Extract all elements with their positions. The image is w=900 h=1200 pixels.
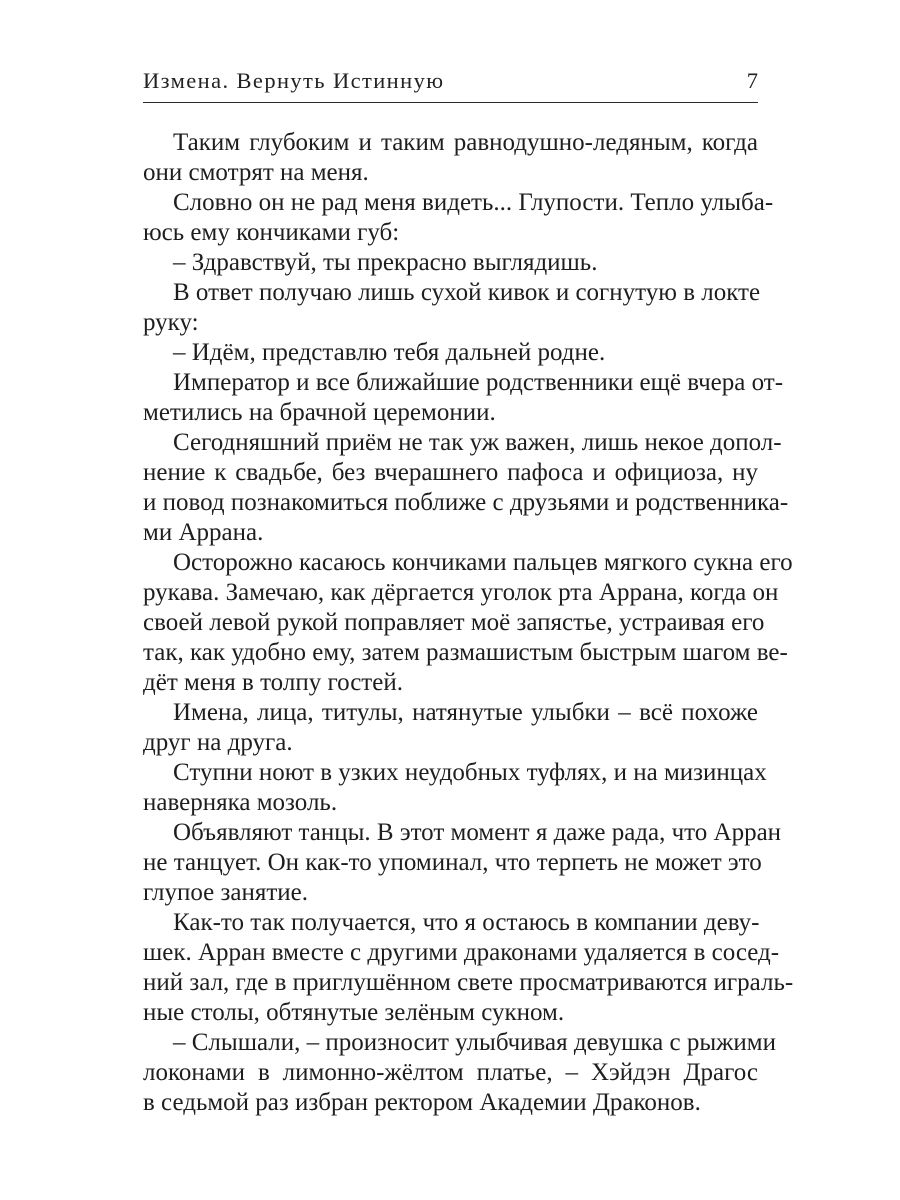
body-text xyxy=(143,128,794,1118)
text-line: Имена, лица, титулы, натянутые улыбки – всё похоже xyxy=(173,699,758,726)
paragraph xyxy=(143,368,784,428)
text-line: нение к свадьбе, без вчерашнего пафоса и официоза, ну xyxy=(143,459,758,486)
text-line: Таким глубоким и таким равнодушно-ледяным, когда xyxy=(173,129,758,156)
text-line: Объявляют танцы. В этот момент я даже рада, что Арран xyxy=(173,819,782,846)
text-line: Словно он не рад меня видеть... Глупости. Тепло улыба- xyxy=(173,189,774,216)
text-line: В ответ получаю лишь сухой кивок и согнутую в локте xyxy=(173,279,761,306)
text-line: локонами в лимонно-жёлтом платье, – Хэйдэн Драгос xyxy=(143,1059,758,1086)
paragraph xyxy=(143,548,793,698)
text-line: так, как удобно ему, затем размашистым быстрым шагом ве- xyxy=(143,639,788,666)
text-line: и повод познакомиться поближе с друзьями и родственника- xyxy=(143,489,789,516)
paragraph xyxy=(143,188,774,248)
text-line: друг на друга. xyxy=(143,729,293,756)
text-line: ми Аррана. xyxy=(143,519,264,546)
text-line: юсь ему кончиками губ: xyxy=(143,219,400,246)
paragraph xyxy=(143,428,789,548)
text-line: Ступни ноют в узких неудобных туфлях, и на мизинцах xyxy=(173,759,767,786)
text-line: дёт меня в толпу гостей. xyxy=(143,669,403,696)
text-line: ний зал, где в приглушённом свете просматриваются играль- xyxy=(143,969,794,996)
text-line: метились на брачной церемонии. xyxy=(143,399,496,426)
paragraph xyxy=(143,698,758,758)
text-line: в седьмой раз избран ректором Академии Драконов. xyxy=(143,1089,701,1116)
text-line: – Здравствуй, ты прекрасно выглядишь. xyxy=(173,249,598,276)
text-line: не танцует. Он как-то упоминал, что терпеть не может это xyxy=(143,849,762,876)
text-line: рукава. Замечаю, как дёргается уголок рта Аррана, когда он xyxy=(143,579,779,606)
paragraph xyxy=(143,818,782,908)
paragraph xyxy=(143,128,758,188)
paragraph xyxy=(143,278,761,338)
text-line: шек. Арран вместе с другими драконами удаляется в сосед- xyxy=(143,939,780,966)
text-line: своей левой рукой поправляет моё запястье, устраивая его xyxy=(143,609,765,636)
paragraph xyxy=(143,758,767,818)
book-title: Измена. Вернуть Истинную xyxy=(143,68,445,93)
page-number: 7 xyxy=(746,68,758,93)
paragraph xyxy=(143,248,758,278)
text-line: ные столы, обтянутые зелёным сукном. xyxy=(143,999,565,1026)
text-line: Сегодняшний приём не так уж важен, лишь некое допол- xyxy=(173,429,782,456)
text-line: руку: xyxy=(143,309,199,336)
text-line: Император и все ближайшие родственники ещё вчера от- xyxy=(173,369,784,396)
text-line: – Идём, представлю тебя дальней родне. xyxy=(173,339,606,366)
running-header xyxy=(143,66,758,103)
paragraph xyxy=(143,908,794,1028)
text-line: Как-то так получается, что я остаюсь в компании деву- xyxy=(173,909,760,936)
paragraph xyxy=(143,338,758,368)
text-line: они смотрят на меня. xyxy=(143,159,369,186)
text-line: глупое занятие. xyxy=(143,879,308,906)
paragraph xyxy=(143,1028,776,1118)
text-line: наверняка мозоль. xyxy=(143,789,338,816)
text-line: – Слышали, – произносит улыбчивая девушка с рыжими xyxy=(173,1029,776,1056)
text-line: Осторожно касаюсь кончиками пальцев мягкого сукна его xyxy=(173,549,793,576)
